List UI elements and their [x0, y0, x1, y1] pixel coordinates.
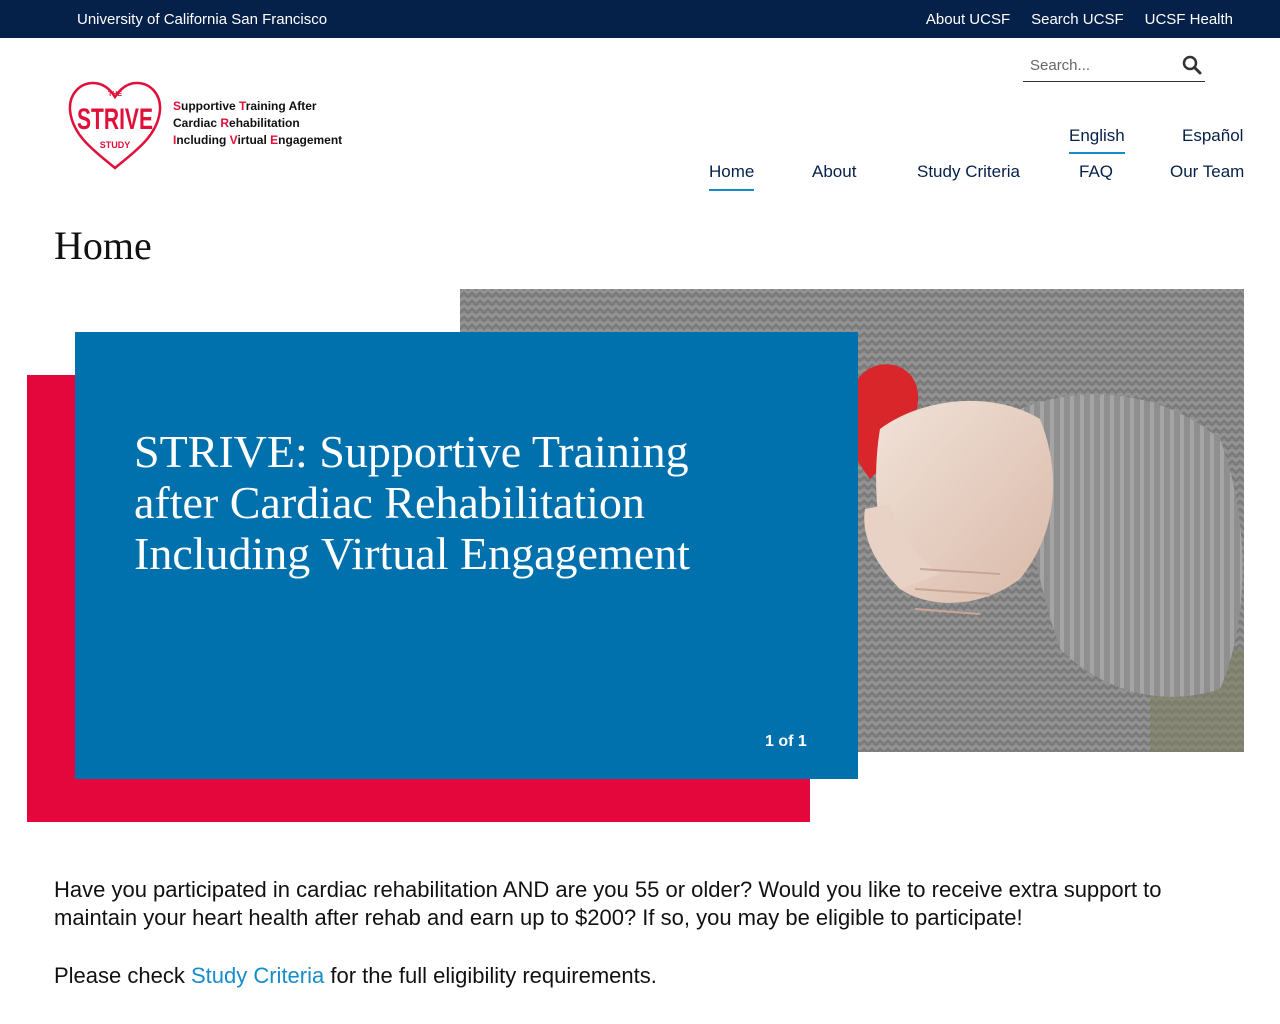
- study-criteria-link[interactable]: Study Criteria: [190, 963, 325, 988]
- nav-faq[interactable]: FAQ: [1079, 162, 1114, 181]
- language-spanish[interactable]: Español: [1182, 126, 1244, 145]
- logo-tagline-line-1: Supportive Training After: [173, 99, 317, 113]
- search-icon[interactable]: [1182, 55, 1202, 75]
- utility-links: [926, 11, 1233, 28]
- hero-heading: STRIVE: Supportive Training after Cardiac Rehabilitation Including Virtual Engagement: [134, 426, 690, 579]
- logo-tagline: [173, 98, 342, 149]
- logo-the-text: THE: [108, 91, 122, 98]
- criteria-paragraph: [54, 962, 657, 990]
- utility-bar: [0, 0, 1280, 38]
- hero-card: [75, 332, 858, 779]
- nav-home[interactable]: Home: [709, 162, 754, 191]
- strive-logo[interactable]: [66, 80, 356, 172]
- logo-tagline-line-2: Cardiac Rehabilitation: [173, 116, 300, 130]
- ucsf-home-link[interactable]: University of California San Francisco: [77, 11, 328, 28]
- ucsf-health-link[interactable]: UCSF Health: [1144, 11, 1233, 28]
- intro-paragraph: Have you participated in cardiac rehabilitation AND are you 55 or older? Would you like to receive extra support to maintain your heart health after rehab and earn up to $200? If so, you may be eligible to participate!: [54, 877, 1162, 930]
- slide-counter: 1 of 1: [765, 733, 807, 750]
- page-title: Home: [54, 223, 152, 268]
- nav-study-criteria[interactable]: Study Criteria: [917, 162, 1020, 181]
- logo-strive-text: STRIVE: [77, 103, 153, 136]
- nav-our-team[interactable]: Our Team: [1170, 162, 1245, 181]
- about-ucsf-link[interactable]: About UCSF: [925, 11, 1011, 28]
- search-ucsf-link[interactable]: Search UCSF: [1031, 11, 1124, 28]
- search-input[interactable]: [1028, 56, 1172, 75]
- logo-study-text: STUDY: [99, 140, 131, 150]
- logo-tagline-line-3: Including Virtual Engagement: [173, 133, 343, 147]
- language-english[interactable]: English: [1069, 126, 1125, 154]
- site-search: [1023, 52, 1205, 82]
- strive-heart-logo-icon: [66, 80, 164, 172]
- criteria-text-after: for the full eligibility requirements.: [324, 963, 657, 988]
- criteria-text-before: Please check: [54, 963, 191, 988]
- nav-about[interactable]: About: [812, 162, 857, 181]
